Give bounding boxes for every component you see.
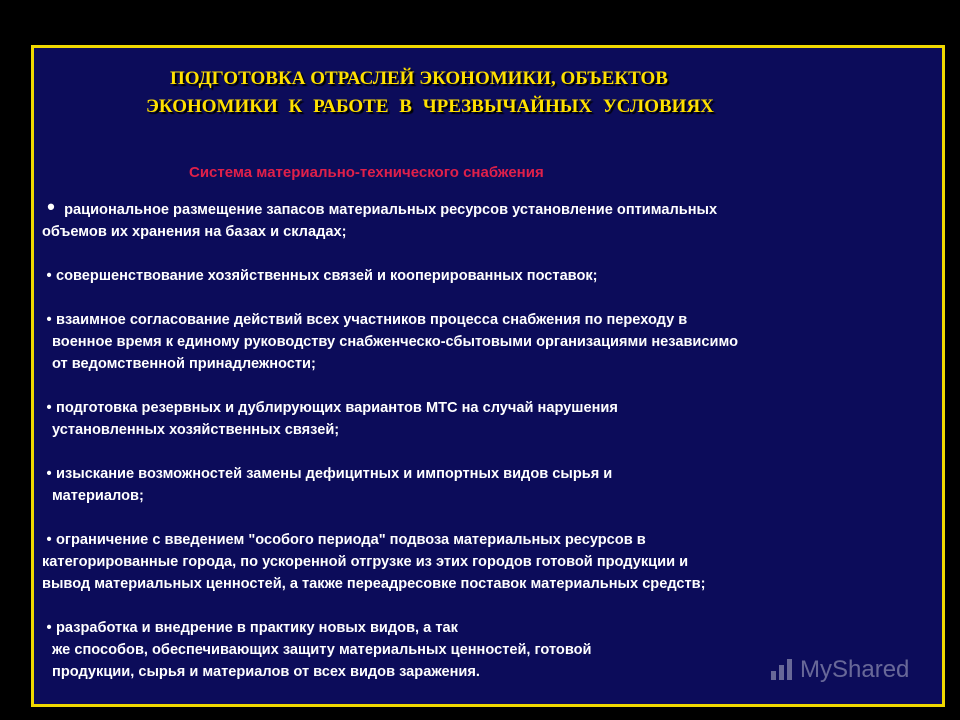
- list-item-text: категорированные города, по ускоренной отгрузке из этих городов готовой продукции и: [42, 554, 689, 570]
- list-item: [42, 309, 937, 375]
- bullet-icon: •: [46, 620, 52, 636]
- slide-title-line-1: ПОДГОТОВКА ОТРАСЛЕЙ ЭКОНОМИКИ, ОБЪЕКТОВ: [170, 68, 668, 89]
- list-item: [42, 529, 937, 595]
- list-item: [42, 463, 937, 507]
- list-item-text: продукции, сырья и материалов от всех видов заражения.: [52, 664, 480, 680]
- section-subtitle: Система материально-технического снабжения: [189, 164, 544, 181]
- list-item-text: изыскание возможностей замены дефицитных и импортных видов сырья и: [56, 466, 613, 482]
- list-item-text: разработка и внедрение в практику новых видов, а так: [56, 620, 458, 636]
- bar-chart-icon: [770, 657, 794, 681]
- bullet-icon: •: [46, 312, 52, 328]
- bullet-icon: •: [46, 400, 52, 416]
- watermark-text: MyShared: [800, 656, 910, 683]
- bullet-icon: •: [46, 268, 52, 284]
- list-item-text: взаимное согласование действий всех участников процесса снабжения по переходу в: [56, 312, 688, 328]
- list-item-text: ограничение с введением "особого периода" подвоза материальных ресурсов в: [56, 532, 646, 548]
- list-item: [42, 265, 937, 287]
- bullet-icon: •: [47, 194, 55, 219]
- bullet-icon: •: [46, 532, 52, 548]
- list-item-text: установленных хозяйственных связей;: [52, 422, 340, 438]
- slide-title-line-2: ЭКОНОМИКИ К РАБОТЕ В ЧРЕЗВЫЧАЙНЫХ УСЛОВИЯХ: [146, 96, 714, 117]
- list-item-text: материалов;: [52, 488, 144, 504]
- list-item-text: подготовка резервных и дублирующих вариантов МТС на случай нарушения: [56, 400, 618, 416]
- list-item-text: рациональное размещение запасов материальных ресурсов установление оптимальных: [64, 202, 718, 218]
- list-item-text: совершенствование хозяйственных связей и кооперированных поставок;: [56, 268, 598, 284]
- watermark: [770, 656, 909, 684]
- list-item-text: объемов их хранения на базах и складах;: [42, 224, 347, 240]
- bullet-list: [42, 196, 937, 705]
- list-item-text: вывод материальных ценностей, а также переадресовке поставок материальных средств;: [42, 576, 706, 592]
- bullet-icon: •: [46, 466, 52, 482]
- list-item: [42, 397, 937, 441]
- list-item: [42, 196, 937, 243]
- list-item-text: военное время к единому руководству снабженческо-сбытовыми организациями независимо: [52, 334, 739, 350]
- content-panel: [31, 45, 945, 707]
- list-item-text: же способов, обеспечивающих защиту материальных ценностей, готовой: [52, 642, 592, 658]
- list-item-text: от ведомственной принадлежности;: [52, 356, 316, 372]
